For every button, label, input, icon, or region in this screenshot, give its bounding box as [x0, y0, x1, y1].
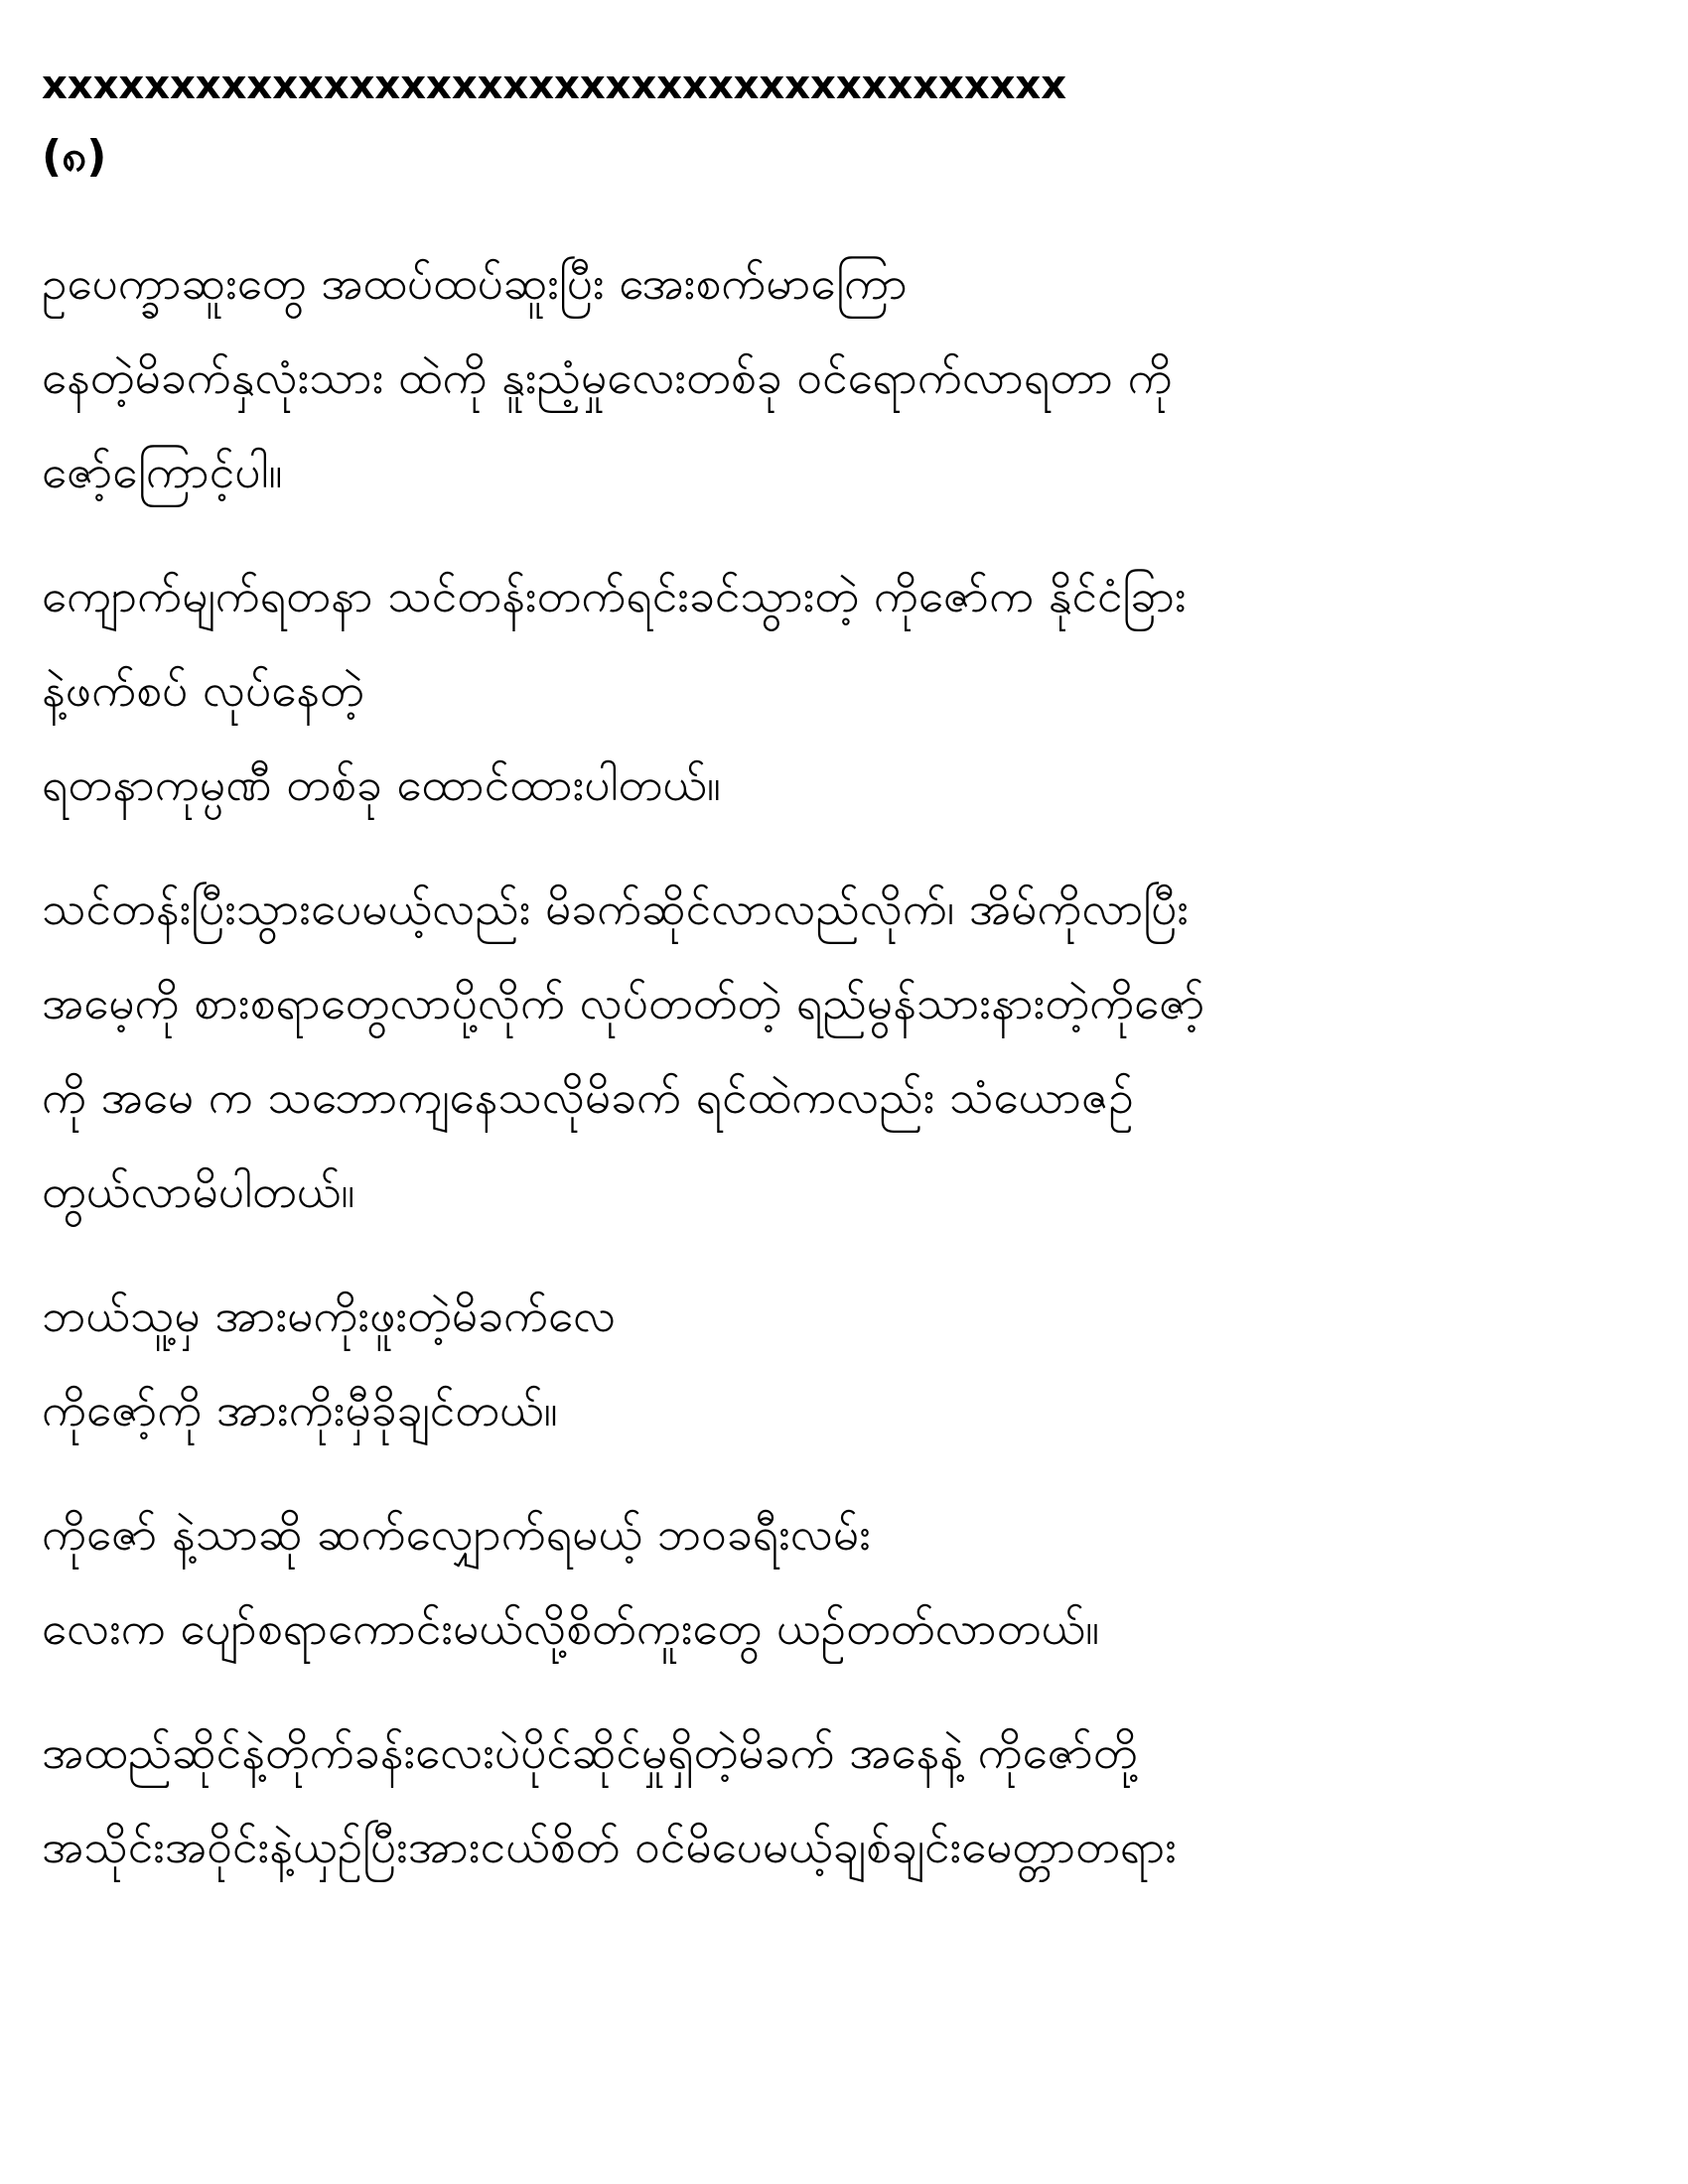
text-line: သင်တန်းပြီးသွားပေမယ့်လည်း မိခက်ဆိုင်လာလည်လိုက်၊ အိမ်ကိုလာပြီး — [42, 882, 1190, 935]
text-line: ကျောက်မျက်ရတနာ သင်တန်းတက်ရင်းခင်သွားတဲ့ ကိုဇော်က နိုင်ငံခြား — [42, 569, 1187, 622]
text-line: နဲ့ဖက်စပ် လုပ်နေတဲ့ — [42, 663, 364, 717]
chapter-number: (၈) — [42, 131, 107, 182]
text-line: အသိုင်းအဝိုင်းနဲ့ယှဉ်ပြီးအားငယ်စိတ် ဝင်မိပေမယ့်ချစ်ချင်းမေတ္တာတရား — [42, 1820, 1177, 1873]
paragraph — [42, 549, 1630, 832]
text-line: ကို အမေ က သဘောကျနေသလိုမိခက် ရင်ထဲကလည်း သံယောဇဉ် — [42, 1070, 1134, 1124]
text-line: အမေ့ကို စားစရာတွေလာပို့လိုက် လုပ်တတ်တဲ့ ရည်မွန်သားနားတဲ့ကိုဇော့် — [42, 976, 1205, 1029]
text-line: လေးက ပျော်စရာကောင်းမယ်လို့စိတ်ကူးတွေ ယဉ်တတ်လာတယ်။ — [42, 1601, 1100, 1655]
paragraph — [42, 862, 1630, 1239]
paragraph — [42, 1487, 1630, 1676]
text-line: ဘယ်သူ့မှ အားမကိုးဖူးတဲ့မိခက်လေ — [42, 1289, 617, 1342]
text-line: ရတနာကုမ္ပဏီ တစ်ခု ထောင်ထားပါတယ်။ — [42, 757, 721, 811]
text-line: အထည်ဆိုင်နဲ့တိုက်ခန်းလေးပဲပိုင်ဆိုင်မှုရှိတဲ့မိခက် အနေနဲ့ ကိုဇော်တို့ — [42, 1725, 1138, 1779]
paragraph — [42, 1269, 1630, 1457]
document-page — [42, 50, 1630, 1924]
text-line: တွယ်လာမိပါတယ်။ — [42, 1164, 355, 1218]
text-line: ကိုဇော် နဲ့သာဆို ဆက်လျှောက်ရမယ့် ဘဝခရီးလမ်း — [42, 1507, 871, 1561]
text-line: ဥပေက္ခာဆူးတွေ အထပ်ထပ်ဆူးပြီး အေးစက်မာကြော — [42, 256, 908, 310]
separator-line: xxxxxxxxxxxxxxxxxxxxxxxxxxxxxxxxxxxxxxxx — [42, 63, 1067, 108]
text-line: ဇော့်ကြောင့်ပါ။ — [42, 445, 283, 498]
paragraph — [42, 1706, 1630, 1894]
text-line: ကိုဇော့်ကို အားကိုးမှီခိုချင်တယ်။ — [42, 1383, 558, 1436]
paragraph — [42, 236, 1630, 519]
text-line: နေတဲ့မိခက်နှလုံးသား ထဲကို နူးညံ့မှုလေးတစ်ခု ဝင်ရောက်လာရတာ ကို — [42, 350, 1173, 404]
